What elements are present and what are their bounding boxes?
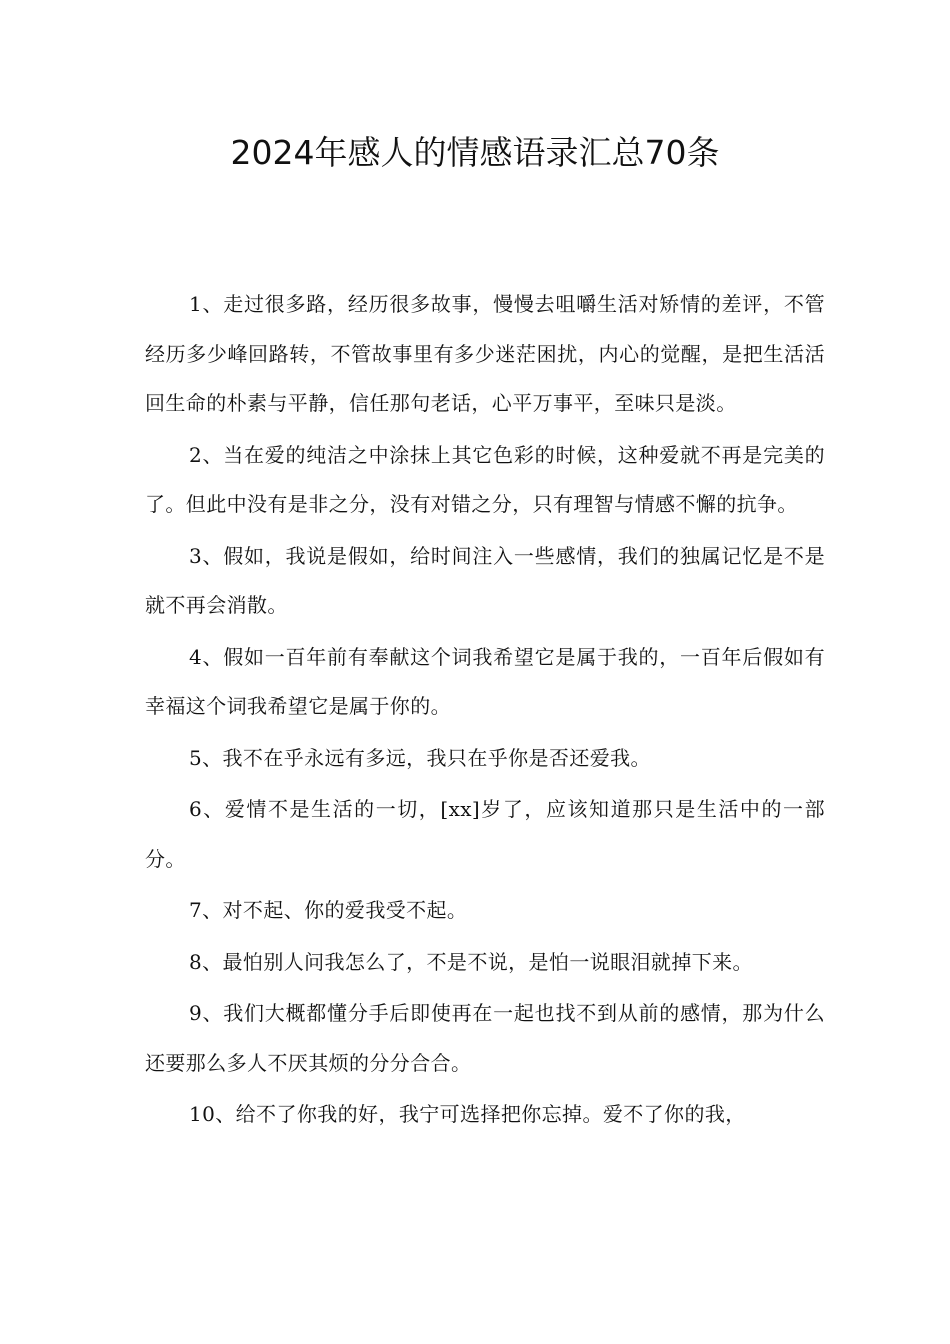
paragraph-7: 7、对不起、你的爱我受不起。 (189, 898, 468, 922)
paragraph-8: 8、最怕别人问我怎么了，不是不说，是怕一说眼泪就掉下来。 (189, 949, 753, 974)
paragraph-1: 1、走过很多路，经历很多故事，慢慢去咀嚼生活对矫情的差评，不管经历多少峰回路转，不管故事里有多少迷茫困扰，内心的觉醒，是把生活活回生命的朴素与平静，信任那句老话，心平万事平，至味只是淡。 (145, 292, 825, 415)
paragraph-3: 3、假如，我说是假如，给时间注入一些感情，我们的独属记忆是不是就不再会消散。 (145, 543, 825, 617)
paragraph-5: 5、我不在乎永远有多远，我只在乎你是否还爱我。 (189, 745, 651, 770)
paragraph-2: 2、当在爱的纯洁之中涂抹上其它色彩的时候，这种爱就不再是完美的了。但此中没有是非之分，没有对错之分，只有理智与情感不懈的抗争。 (145, 442, 825, 516)
paragraph-4: 4、假如一百年前有奉献这个词我希望它是属于我的，一百年后假如有幸福这个词我希望它是属于你的。 (145, 644, 825, 718)
paragraph-9: 9、我们大概都懂分手后即使再在一起也找不到从前的感情，那为什么还要那么多人不厌其烦的分分合合。 (145, 1001, 825, 1075)
paragraph-6: 6、爱情不是生活的一切，[xx]岁了，应该知道那只是生活中的一部分。 (145, 797, 825, 871)
document-body (145, 280, 825, 1142)
document-title: 2024年感人的情感语录汇总70条 (230, 133, 720, 172)
paragraph-10: 10、给不了你我的好，我宁可选择把你忘掉。爱不了你的我， (189, 1102, 746, 1126)
